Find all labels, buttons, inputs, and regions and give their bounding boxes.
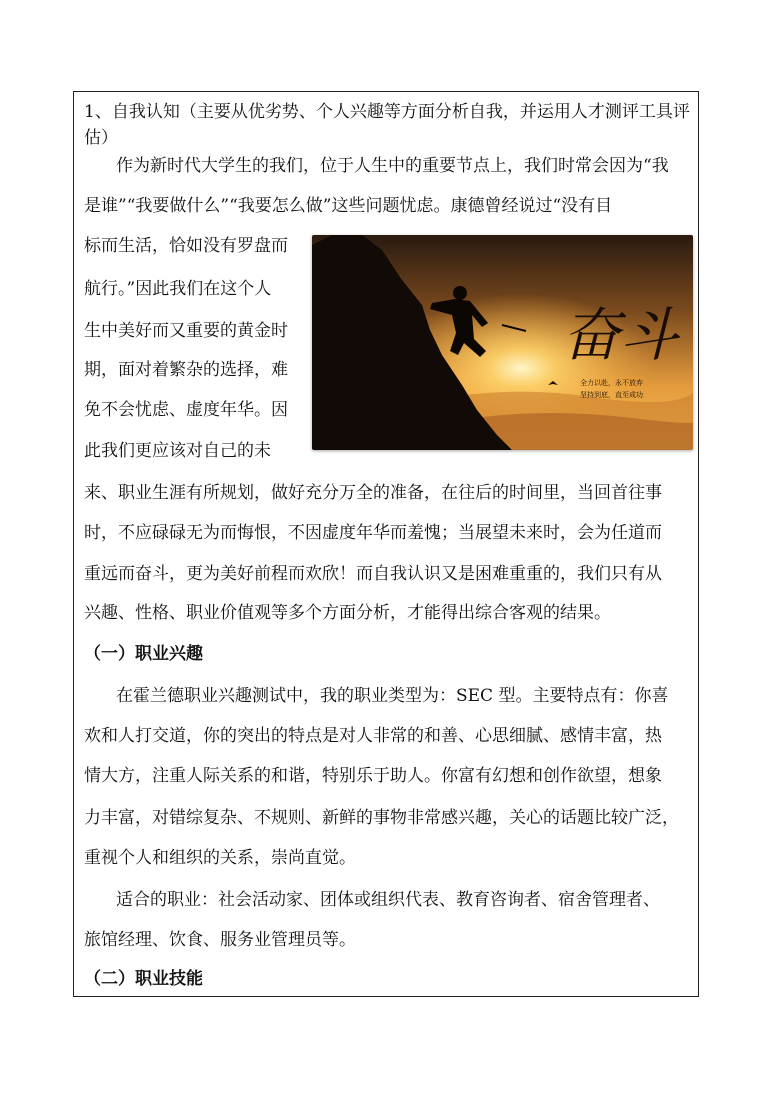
paragraph-line: 重远而奋斗，更为美好前程而欢欣！而自我认识又是困难重重的，我们只有从 xyxy=(84,564,662,584)
calligraphy-caption: 坚持到底，直至成功 xyxy=(580,391,643,399)
section-heading: 1、自我认知（主要从优劣势、个人兴趣等方面分析自我，并运用人才测评工具评估） xyxy=(84,102,690,148)
paragraph-line: 此我们更应该对自己的未 xyxy=(84,441,271,461)
paragraph-line: 旅馆经理、饮食、服务业管理员等。 xyxy=(84,930,356,950)
paragraph-line: 生中美好而又重要的黄金时 xyxy=(84,321,288,341)
subsection-title-interest: （一）职业兴趣 xyxy=(84,644,203,664)
paragraph-line: 在霍兰德职业兴趣测试中，我的职业类型为：SEC 型。主要特点有：你喜 xyxy=(116,686,669,706)
subsection-title-skills: （二）职业技能 xyxy=(84,969,203,989)
paragraph-line: 欢和人打交道，你的突出的特点是对人非常的和善、心思细腻、感情丰富，热 xyxy=(84,726,662,746)
paragraph-line: 情大方，注重人际关系的和谐，特别乐于助人。你富有幻想和创作欲望，想象 xyxy=(84,766,662,786)
paragraph-line: 免不会忧虑、虚度年华。因 xyxy=(84,400,288,420)
paragraph-line: 标而生活，恰如没有罗盘而 xyxy=(84,236,288,256)
paragraph-line: 兴趣、性格、职业价值观等多个方面分析，才能得出综合客观的结果。 xyxy=(84,603,611,623)
paragraph-line: 力丰富，对错综复杂、不规则、新鲜的事物非常感兴趣，关心的话题比较广泛， xyxy=(84,808,679,828)
paragraph-line: 适合的职业：社会活动家、团体或组织代表、教育咨询者、宿舍管理者、 xyxy=(116,890,660,910)
calligraphy-caption: 全力以赴，永不放弃 xyxy=(580,379,643,387)
paragraph-line: 是谁”“我要做什么”“我要怎么做”这些问题忧虑。康德曾经说过“没有目 xyxy=(84,196,613,216)
paragraph-line: 作为新时代大学生的我们，位于人生中的重要节点上，我们时常会因为“我 xyxy=(116,156,669,176)
calligraphy-title: 奋斗 xyxy=(562,301,679,369)
paragraph-line: 期，面对着繁杂的选择，难 xyxy=(84,360,288,380)
paragraph-line: 来、职业生涯有所规划，做好充分万全的准备，在往后的时间里，当回首往事 xyxy=(84,483,662,503)
paragraph-line: 时，不应碌碌无为而悔恨，不因虚度年华而羞愧；当展望未来时，会为任道而 xyxy=(84,523,662,543)
paragraph-line: 航行。”因此我们在这个人 xyxy=(84,279,272,299)
paragraph-line: 重视个人和组织的关系，崇尚直觉。 xyxy=(84,848,356,868)
climber-sunset-image xyxy=(312,235,693,450)
